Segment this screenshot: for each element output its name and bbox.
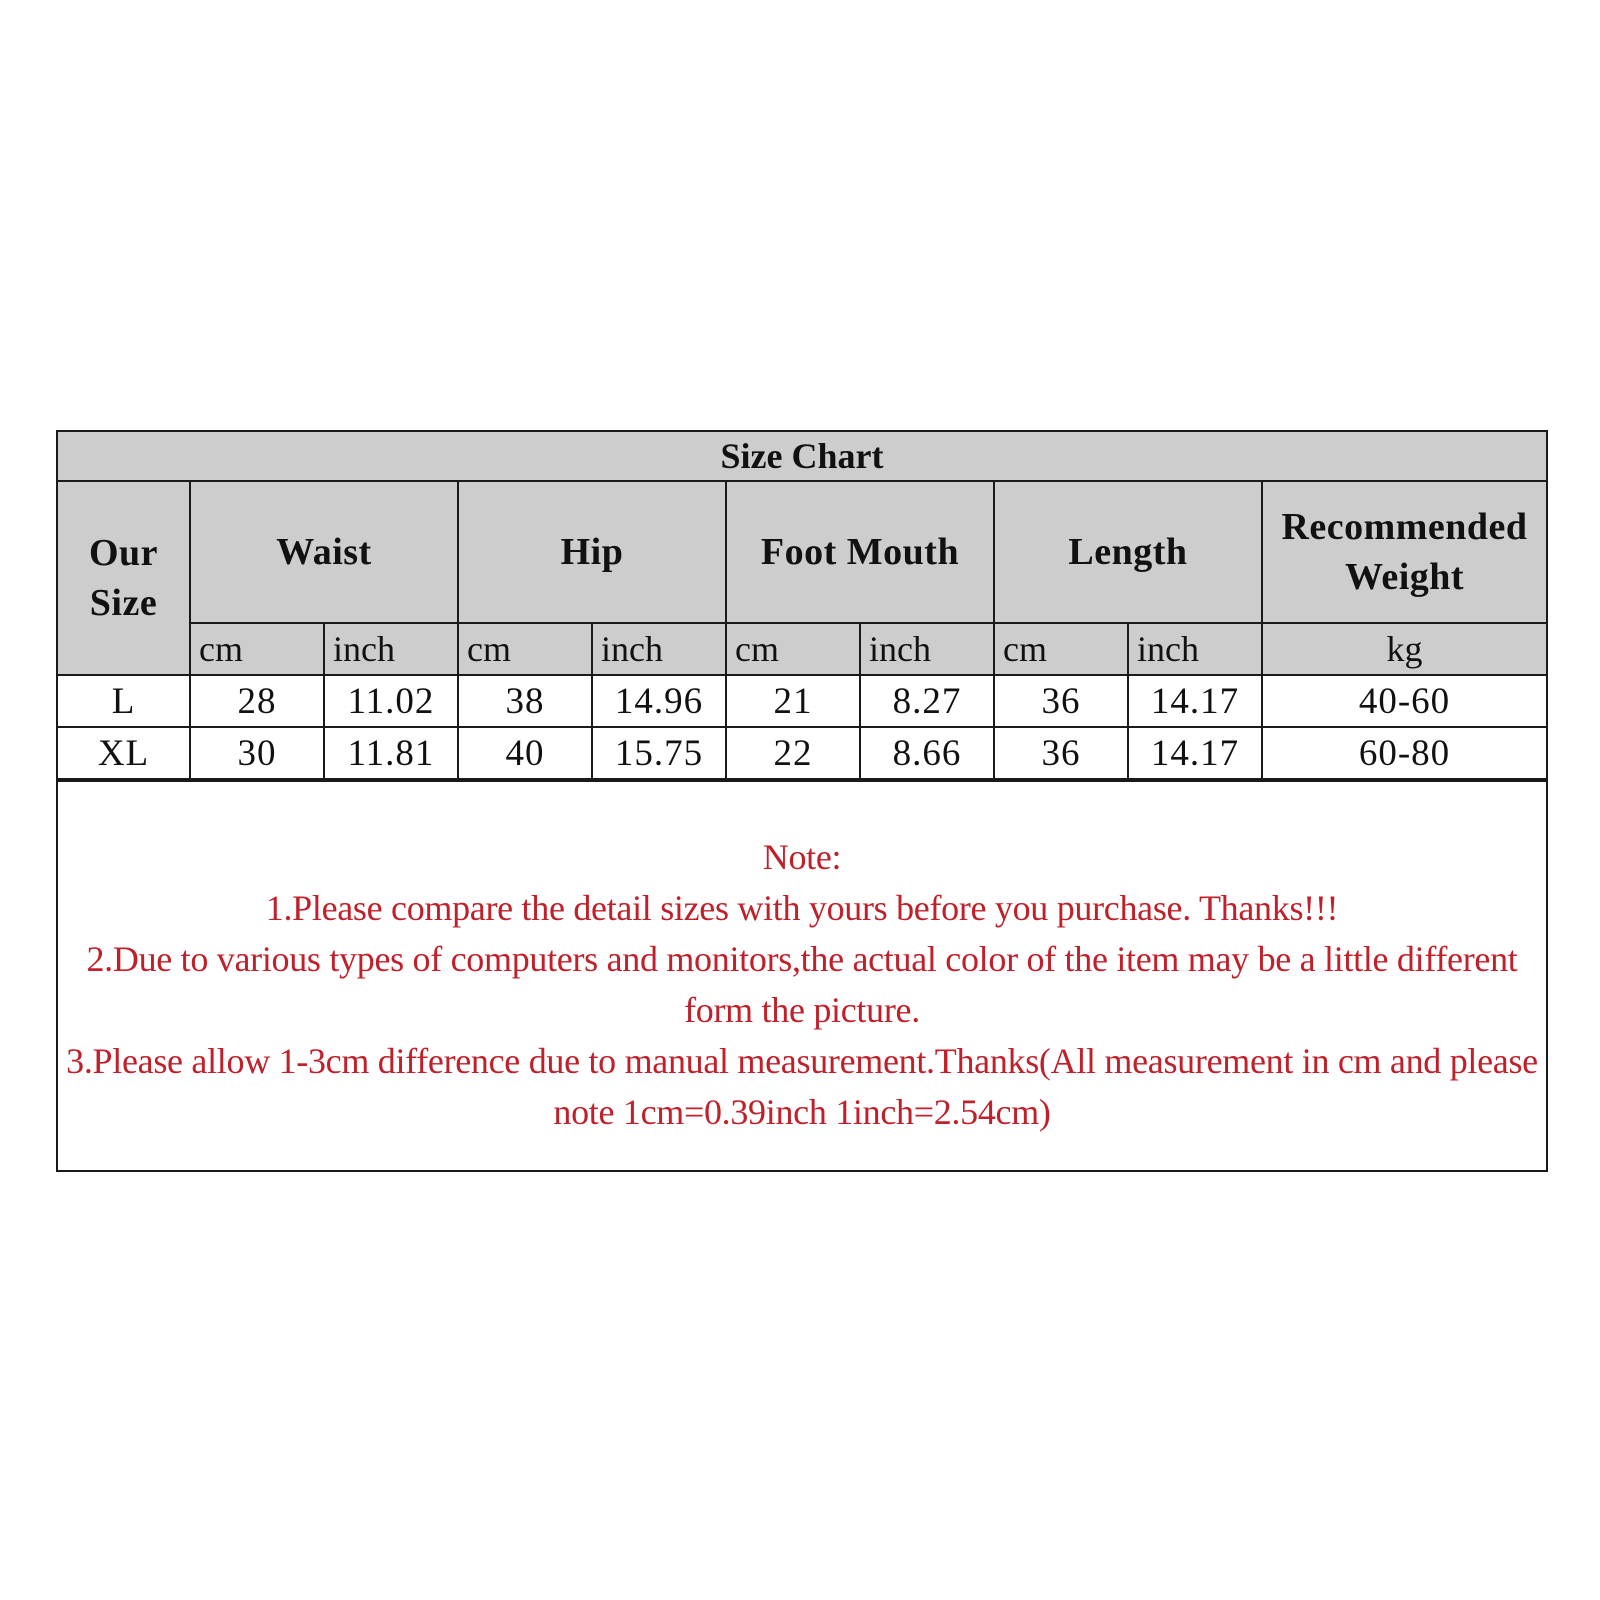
size-cell: XL <box>58 727 190 779</box>
header-recommended-weight: Recommended Weight <box>1262 481 1546 623</box>
unit-foot-mouth-cm: cm <box>726 623 860 675</box>
table-cell: 14.17 <box>1128 675 1262 727</box>
unit-hip-cm: cm <box>458 623 592 675</box>
table-cell: 21 <box>726 675 860 727</box>
title-row <box>58 432 1546 481</box>
unit-waist-cm: cm <box>190 623 324 675</box>
table-cell: 14.17 <box>1128 727 1262 779</box>
table-cell: 60-80 <box>1262 727 1546 779</box>
header-our-size: Our Size <box>58 481 190 675</box>
header-row <box>58 481 1546 623</box>
table-cell: 40-60 <box>1262 675 1546 727</box>
note-line: 2.Due to various types of computers and monitors,the actual color of the item may be a little different form the picture. <box>86 939 1518 1030</box>
unit-hip-inch: inch <box>592 623 726 675</box>
table-cell: 22 <box>726 727 860 779</box>
table-cell: 30 <box>190 727 324 779</box>
note-line: 3.Please allow 1-3cm difference due to manual measurement.Thanks(All measurement in cm and please note 1cm=0.39inch 1inch=2.54cm) <box>66 1041 1538 1132</box>
table-cell: 14.96 <box>592 675 726 727</box>
unit-length-inch: inch <box>1128 623 1262 675</box>
table-cell: 15.75 <box>592 727 726 779</box>
size-chart-sheet <box>56 430 1548 1172</box>
table-cell: 8.27 <box>860 675 994 727</box>
table-row <box>58 727 1546 779</box>
header-waist: Waist <box>190 481 458 623</box>
table-cell: 40 <box>458 727 592 779</box>
table-cell: 38 <box>458 675 592 727</box>
table-cell: 8.66 <box>860 727 994 779</box>
header-hip: Hip <box>458 481 726 623</box>
table-cell: 28 <box>190 675 324 727</box>
header-length: Length <box>994 481 1262 623</box>
table-cell: 11.02 <box>324 675 458 727</box>
unit-weight-kg: kg <box>1262 623 1546 675</box>
unit-foot-mouth-inch: inch <box>860 623 994 675</box>
table-row <box>58 675 1546 727</box>
table-cell: 36 <box>994 727 1128 779</box>
unit-row <box>58 623 1546 675</box>
note-heading: Note: <box>762 837 842 877</box>
header-foot-mouth: Foot Mouth <box>726 481 994 623</box>
note-line: 1.Please compare the detail sizes with yours before you purchase. Thanks!!! <box>265 888 1339 928</box>
chart-title: Size Chart <box>58 432 1546 481</box>
table-cell: 36 <box>994 675 1128 727</box>
size-cell: L <box>58 675 190 727</box>
unit-length-cm: cm <box>994 623 1128 675</box>
table-cell: 11.81 <box>324 727 458 779</box>
notes-section <box>58 780 1546 1170</box>
unit-waist-inch: inch <box>324 623 458 675</box>
size-chart-table <box>58 432 1546 780</box>
